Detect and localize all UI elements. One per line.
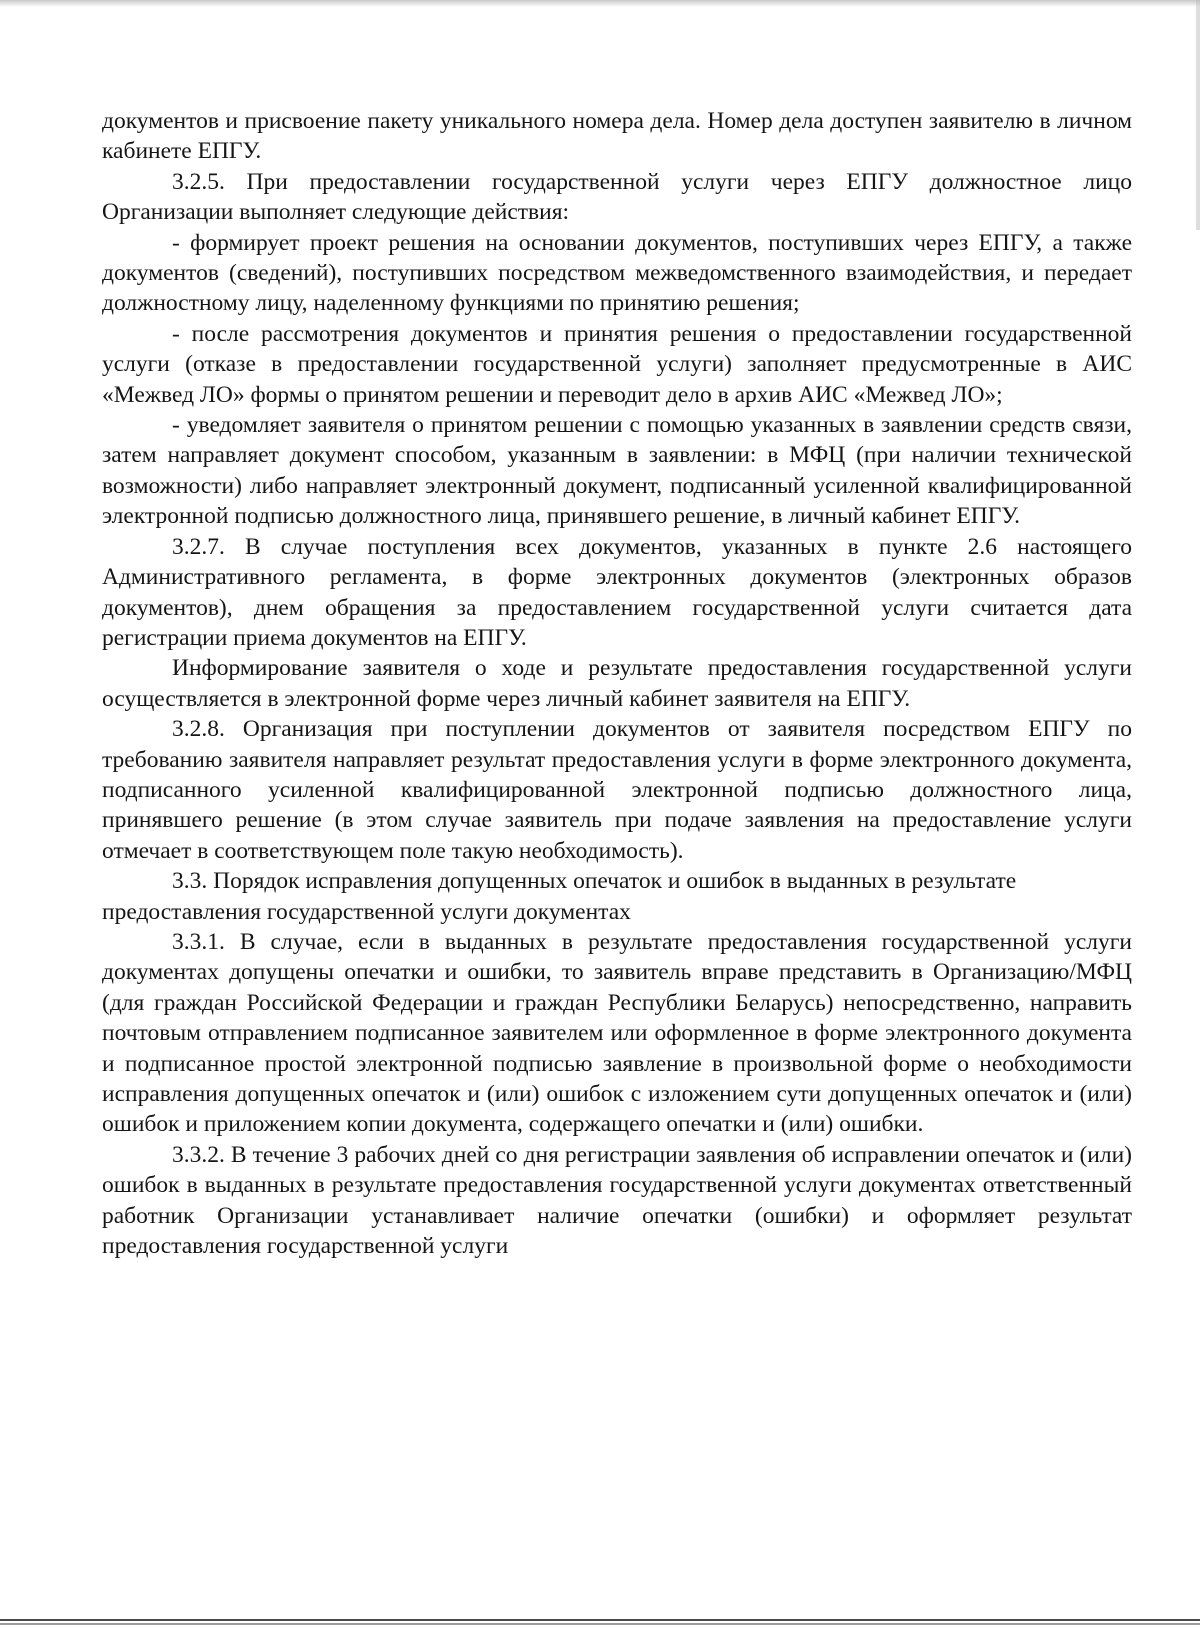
paragraph-bullet-notifies: - уведомляет заявителя о принятом решении с помощью указанных в заявлении средств связи, затем направляет документ способом, указанным в заявлении: в МФЦ (при наличии технической возможности) либо направляет электронный документ, подписанный усиленной квалифицированной электронной подписью должностного лица, принявшего решение, в личный кабинет ЕПГУ. — [102, 412, 1132, 530]
paragraph-continuation: документов и присвоение пакету уникального номера дела. Номер дела доступен заявителю в личном кабинете ЕПГУ. — [102, 108, 1132, 165]
paragraph-3-3-heading: 3.3. Порядок исправления допущенных опечаток и ошибок в выданных в результате предоставления государственной услуги документах — [102, 868, 1017, 925]
paragraph-bullet-fills-forms: - после рассмотрения документов и принятия решения о предоставлении государственной услуги (отказе в предоставлении государственной услуги) заполняет предусмотренные в АИС «Межвед ЛО» формы о принятом решении и переводит дело в архив АИС «Межвед ЛО»; — [102, 320, 1132, 408]
paragraph-3-3-2: 3.3.2. В течение 3 рабочих дней со дня регистрации заявления об исправлении опечаток и (или) ошибок в выданных в результате предоставления государственной услуги документах ответственный работник Организации устанавливает наличие опечатки (ошибки) и оформляет результат предоставления государственной услуги — [102, 1141, 1132, 1260]
document-body — [102, 106, 1132, 1261]
paragraph-bullet-forms-draft: - формирует проект решения на основании документов, поступивших через ЕПГУ, а также документов (сведений), поступивших посредством межведомственного взаимодействия, и передает должностному лицу, наделенному функциями по принятию решения; — [102, 229, 1132, 317]
paragraph-3-3-1: 3.3.1. В случае, если в выданных в результате предоставления государственной услуги документах допущены опечатки и ошибки, то заявитель вправе представить в Организацию/МФЦ (для граждан Российской Федерации и граждан Республики Беларусь) непосредственно, направить почтовым отправлением подписанное заявителем или оформленное в форме электронного документа и подписанное простой электронной подписью заявление в произвольной форме о необходимости исправления допущенных опечаток и (или) ошибок с изложением сути допущенных опечаток и (или) ошибок и приложением копии документа, содержащего опечатки и (или) ошибки. — [102, 928, 1132, 1138]
scan-edge-right — [1196, 0, 1200, 230]
scan-edge-top — [0, 0, 1200, 7]
paragraph-3-2-7: 3.2.7. В случае поступления всех документов, указанных в пункте 2.6 настоящего Административного регламента, в форме электронных документов (электронных образов документов), днем обращения за предоставлением государственной услуги считается дата регистрации приема документов на ЕПГУ. — [102, 533, 1132, 651]
scan-edge-bottom-shadow — [0, 1623, 1200, 1625]
paragraph-informing: Информирование заявителя о ходе и результате предоставления государственной услуги осуществляется в электронной форме через личный кабинет заявителя на ЕПГУ. — [102, 655, 1132, 712]
paragraph-3-2-5: 3.2.5. При предоставлении государственной услуги через ЕПГУ должностное лицо Организации выполняет следующие действия: — [102, 168, 1132, 226]
paragraph-3-2-8: 3.2.8. Организация при поступлении документов от заявителя посредством ЕПГУ по требованию заявителя направляет результат предоставления услуги в форме электронного документа, подписанного усиленной квалифицированной электронной подписью должностного лица, принявшего решение (в этом случае заявитель при подаче заявления на предоставление услуги отмечает в соответствующем поле такую необходимость). — [102, 716, 1132, 864]
scan-edge-bottom — [0, 1619, 1200, 1621]
